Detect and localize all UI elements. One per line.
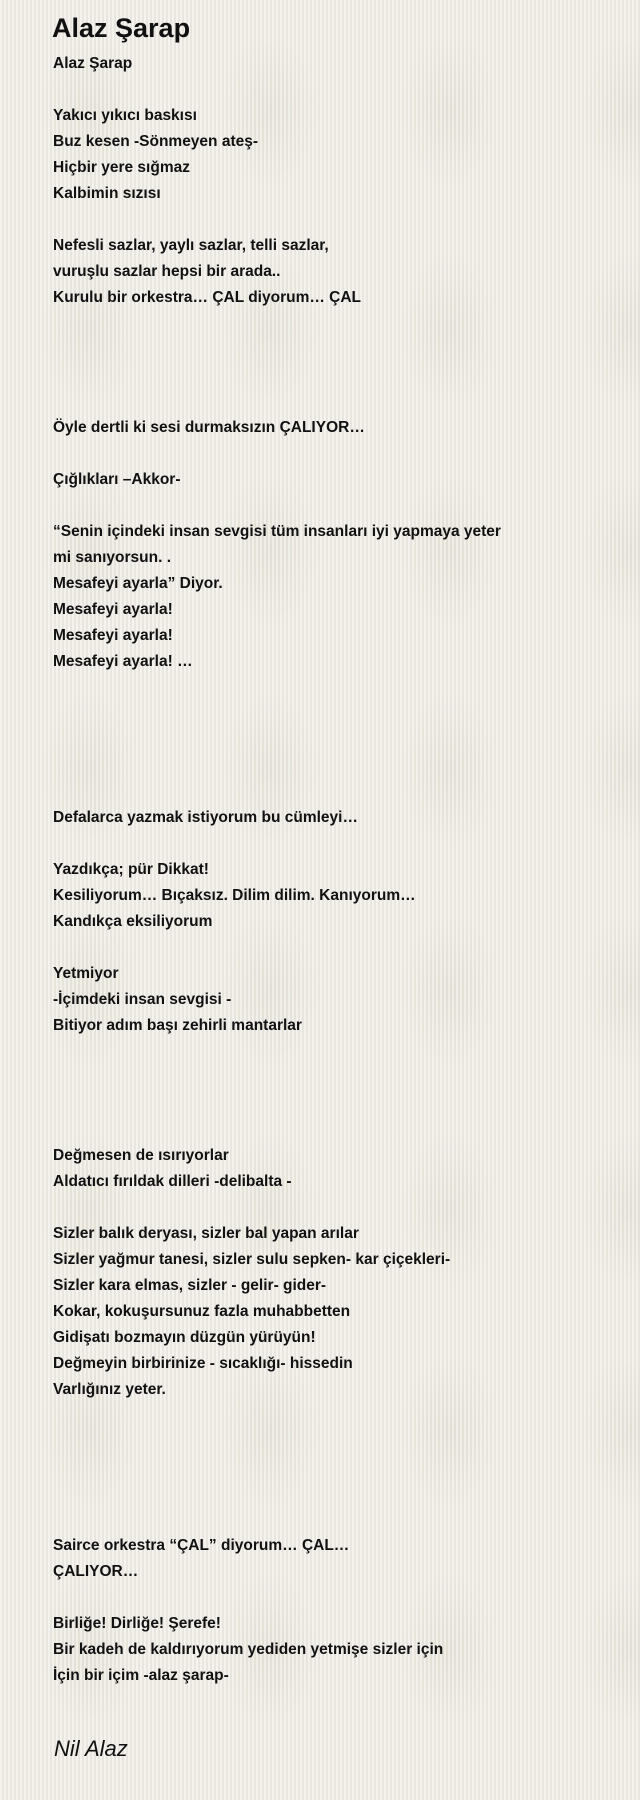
poem-line: Öyle dertli ki sesi durmaksızın ÇALIYOR…: [53, 419, 365, 436]
poem-line: Birliğe! Dirliğe! Şerefe!: [53, 1615, 221, 1632]
poem-line: Sizler balık deryası, sizler bal yapan arılar: [53, 1225, 359, 1242]
poem-line: Sizler yağmur tanesi, sizler sulu sepken- kar çiçekleri-: [53, 1251, 451, 1268]
poem-line: Kesiliyorum… Bıçaksız. Dilim dilim. Kanıyorum…: [53, 887, 416, 904]
blank-line: [53, 311, 553, 337]
blank-line: [53, 1195, 553, 1221]
blank-line: [53, 1429, 553, 1455]
poem-line: Yazdıkça; pür Dikkat!: [53, 861, 209, 878]
poem-line: Çığlıkları –Akkor-: [53, 471, 181, 488]
poem-line: Buz kesen -Sönmeyen ateş-: [53, 133, 259, 150]
poem-line: Sizler kara elmas, sizler - gelir- gider-: [53, 1277, 327, 1294]
poem-line: İçin bir içim -alaz şarap-: [53, 1667, 229, 1684]
blank-line: [53, 1403, 553, 1429]
blank-line: [53, 389, 553, 415]
blank-line: [53, 1507, 553, 1533]
poem-line: Değmeyin birbirinize - sıcaklığı- hissedin: [53, 1355, 353, 1372]
blank-line: [53, 493, 553, 519]
blank-line: [53, 1039, 553, 1065]
poem-line: Mesafeyi ayarla” Diyor.: [53, 575, 223, 592]
blank-line: [53, 1091, 553, 1117]
poem-line: Varlığınız yeter.: [53, 1381, 166, 1398]
poem-line: Kalbimin sızısı: [53, 185, 161, 202]
poem-line: Alaz Şarap: [53, 55, 133, 72]
poem-line: Mesafeyi ayarla!: [53, 627, 173, 644]
poem-body: [53, 51, 553, 1689]
blank-line: [53, 207, 553, 233]
blank-line: [53, 831, 553, 857]
blank-line: [53, 441, 553, 467]
poem-line: Yetmiyor: [53, 965, 119, 982]
poem-line: Nefesli sazlar, yaylı sazlar, telli sazlar,: [53, 237, 329, 254]
blank-line: [53, 363, 553, 389]
poem-line: Mesafeyi ayarla! …: [53, 653, 193, 670]
blank-line: [53, 753, 553, 779]
blank-line: [53, 77, 553, 103]
poem-line: Gidişatı bozmayın düzgün yürüyün!: [53, 1329, 316, 1346]
poem-author: Nil Alaz: [54, 1736, 128, 1761]
poem-line: Bir kadeh de kaldırıyorum yediden yetmişe sizler için: [53, 1641, 444, 1658]
poem-line: Defalarca yazmak istiyorum bu cümleyi…: [53, 809, 358, 826]
blank-line: [53, 779, 553, 805]
poem-line: ÇALIYOR…: [53, 1563, 139, 1580]
blank-line: [53, 727, 553, 753]
poem-line: -İçimdeki insan sevgisi -: [53, 991, 232, 1008]
blank-line: [53, 1117, 553, 1143]
poem-line: Mesafeyi ayarla!: [53, 601, 173, 618]
blank-line: [53, 935, 553, 961]
poem-title: Alaz Şarap: [52, 13, 191, 43]
poem-line: Aldatıcı fırıldak dilleri -delibalta -: [53, 1173, 292, 1190]
poem-line: Hiçbir yere sığmaz: [53, 159, 190, 176]
poem-line: Bitiyor adım başı zehirli mantarlar: [53, 1017, 302, 1034]
poem-line: Kokar, kokuşursunuz fazla muhabbetten: [53, 1303, 351, 1320]
poem-line: Değmesen de ısırıyorlar: [53, 1147, 229, 1164]
blank-line: [53, 1585, 553, 1611]
poem-line: Yakıcı yıkıcı baskısı: [53, 107, 197, 124]
blank-line: [53, 1481, 553, 1507]
poem-line: Kurulu bir orkestra… ÇAL diyorum… ÇAL: [53, 289, 362, 306]
blank-line: [53, 675, 553, 701]
poem-line: vuruşlu sazlar hepsi bir arada..: [53, 263, 281, 280]
poem-line: mi sanıyorsun. .: [53, 549, 172, 566]
blank-line: [53, 701, 553, 727]
blank-line: [53, 1455, 553, 1481]
poem-line: Sairce orkestra “ÇAL” diyorum… ÇAL…: [53, 1537, 350, 1554]
poem-line: “Senin içindeki insan sevgisi tüm insanları iyi yapmaya yeter: [53, 523, 501, 540]
poem-line: Kandıkça eksiliyorum: [53, 913, 213, 930]
blank-line: [53, 1065, 553, 1091]
blank-line: [53, 337, 553, 363]
